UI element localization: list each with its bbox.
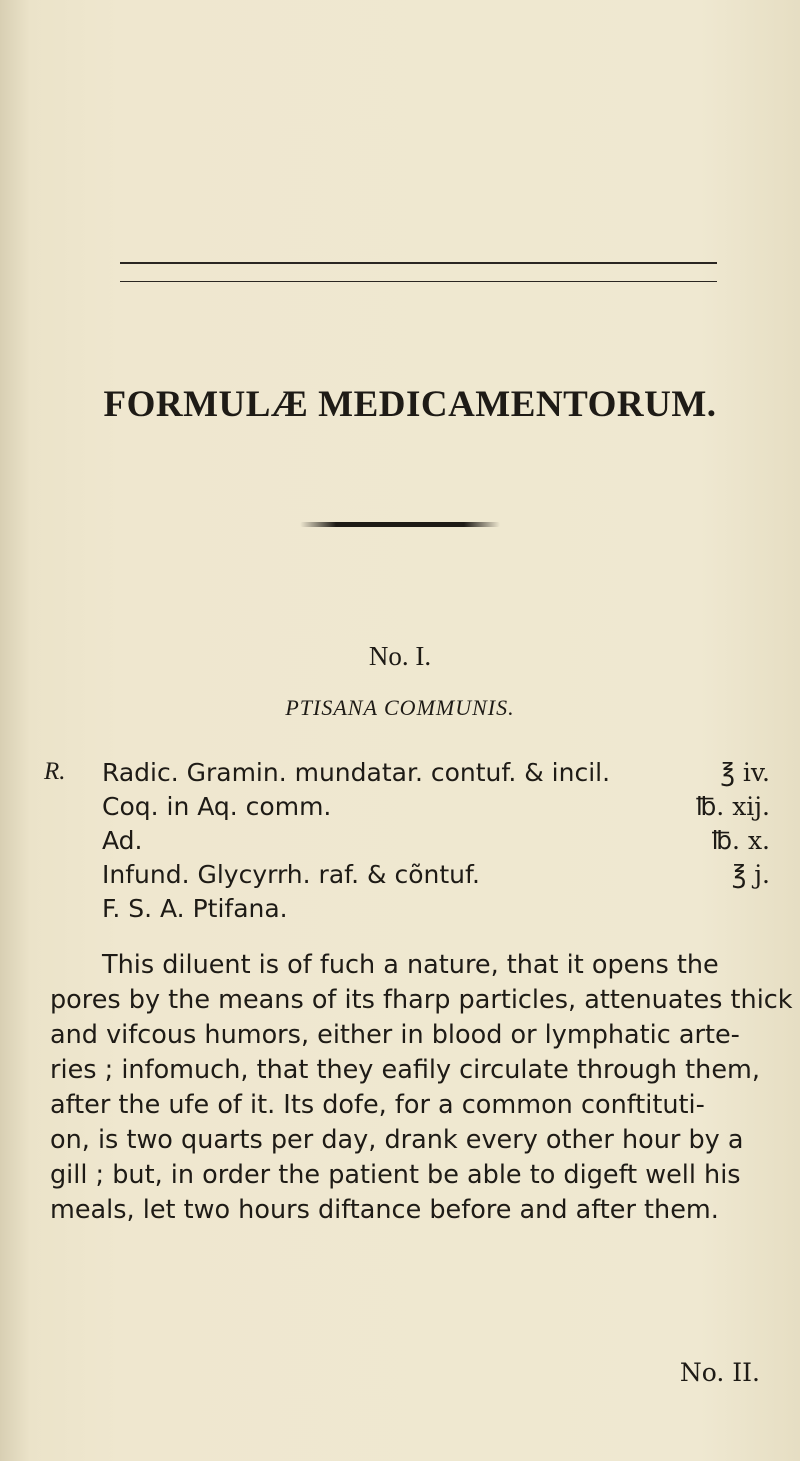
recipe-line: Infund. Glycyrrh. raf. & cõntuf. [102,860,480,889]
paragraph-line: gill ; but, in order the patient be able to digeft well his [50,1160,741,1190]
body-paragraph [50,948,793,1228]
paragraph-line: meals, let two hours diftance before and after them. [50,1195,719,1225]
paragraph-line: ries ; infomuch, that they eafily circulate through them, [50,1055,760,1085]
recipe-line: Ad. [102,826,143,855]
paragraph-line: pores by the means of its fharp particles, attenuates thick [50,985,793,1015]
ornament-rule [300,522,500,527]
recipe-line: Coq. in Aq. comm. [102,792,332,821]
recipe-quantity: ℔. x. [711,826,770,855]
paragraph-line: after the ufe of it. Its dofe, for a common conftituti- [50,1090,705,1120]
paragraph-line: and vifcous humors, either in blood or lymphatic arte- [50,1020,740,1050]
top-rule-thin [120,281,717,282]
formula-number: No. I. [368,641,432,671]
formula-name: PTISANA COMMUNIS. [285,695,515,720]
paragraph-line: This diluent is of fuch a nature, that it opens the [102,950,719,980]
page-title: FORMULÆ MEDICAMENTORUM. [103,384,717,425]
recipe-mark: R. [44,758,66,785]
recipe-quantity: ℥ iv. [720,758,770,787]
recipe-line: F. S. A. Ptifana. [102,894,288,923]
catchword: No. II. [679,1358,760,1387]
paragraph-line: on, is two quarts per day, drank every other hour by a [50,1125,744,1155]
recipe-quantity: ℔. xij. [695,792,770,821]
recipe-line: Radic. Gramin. mundatar. contuf. & incil. [102,758,611,787]
recipe-quantity: ℥ j. [731,860,770,889]
top-rule [120,262,717,264]
